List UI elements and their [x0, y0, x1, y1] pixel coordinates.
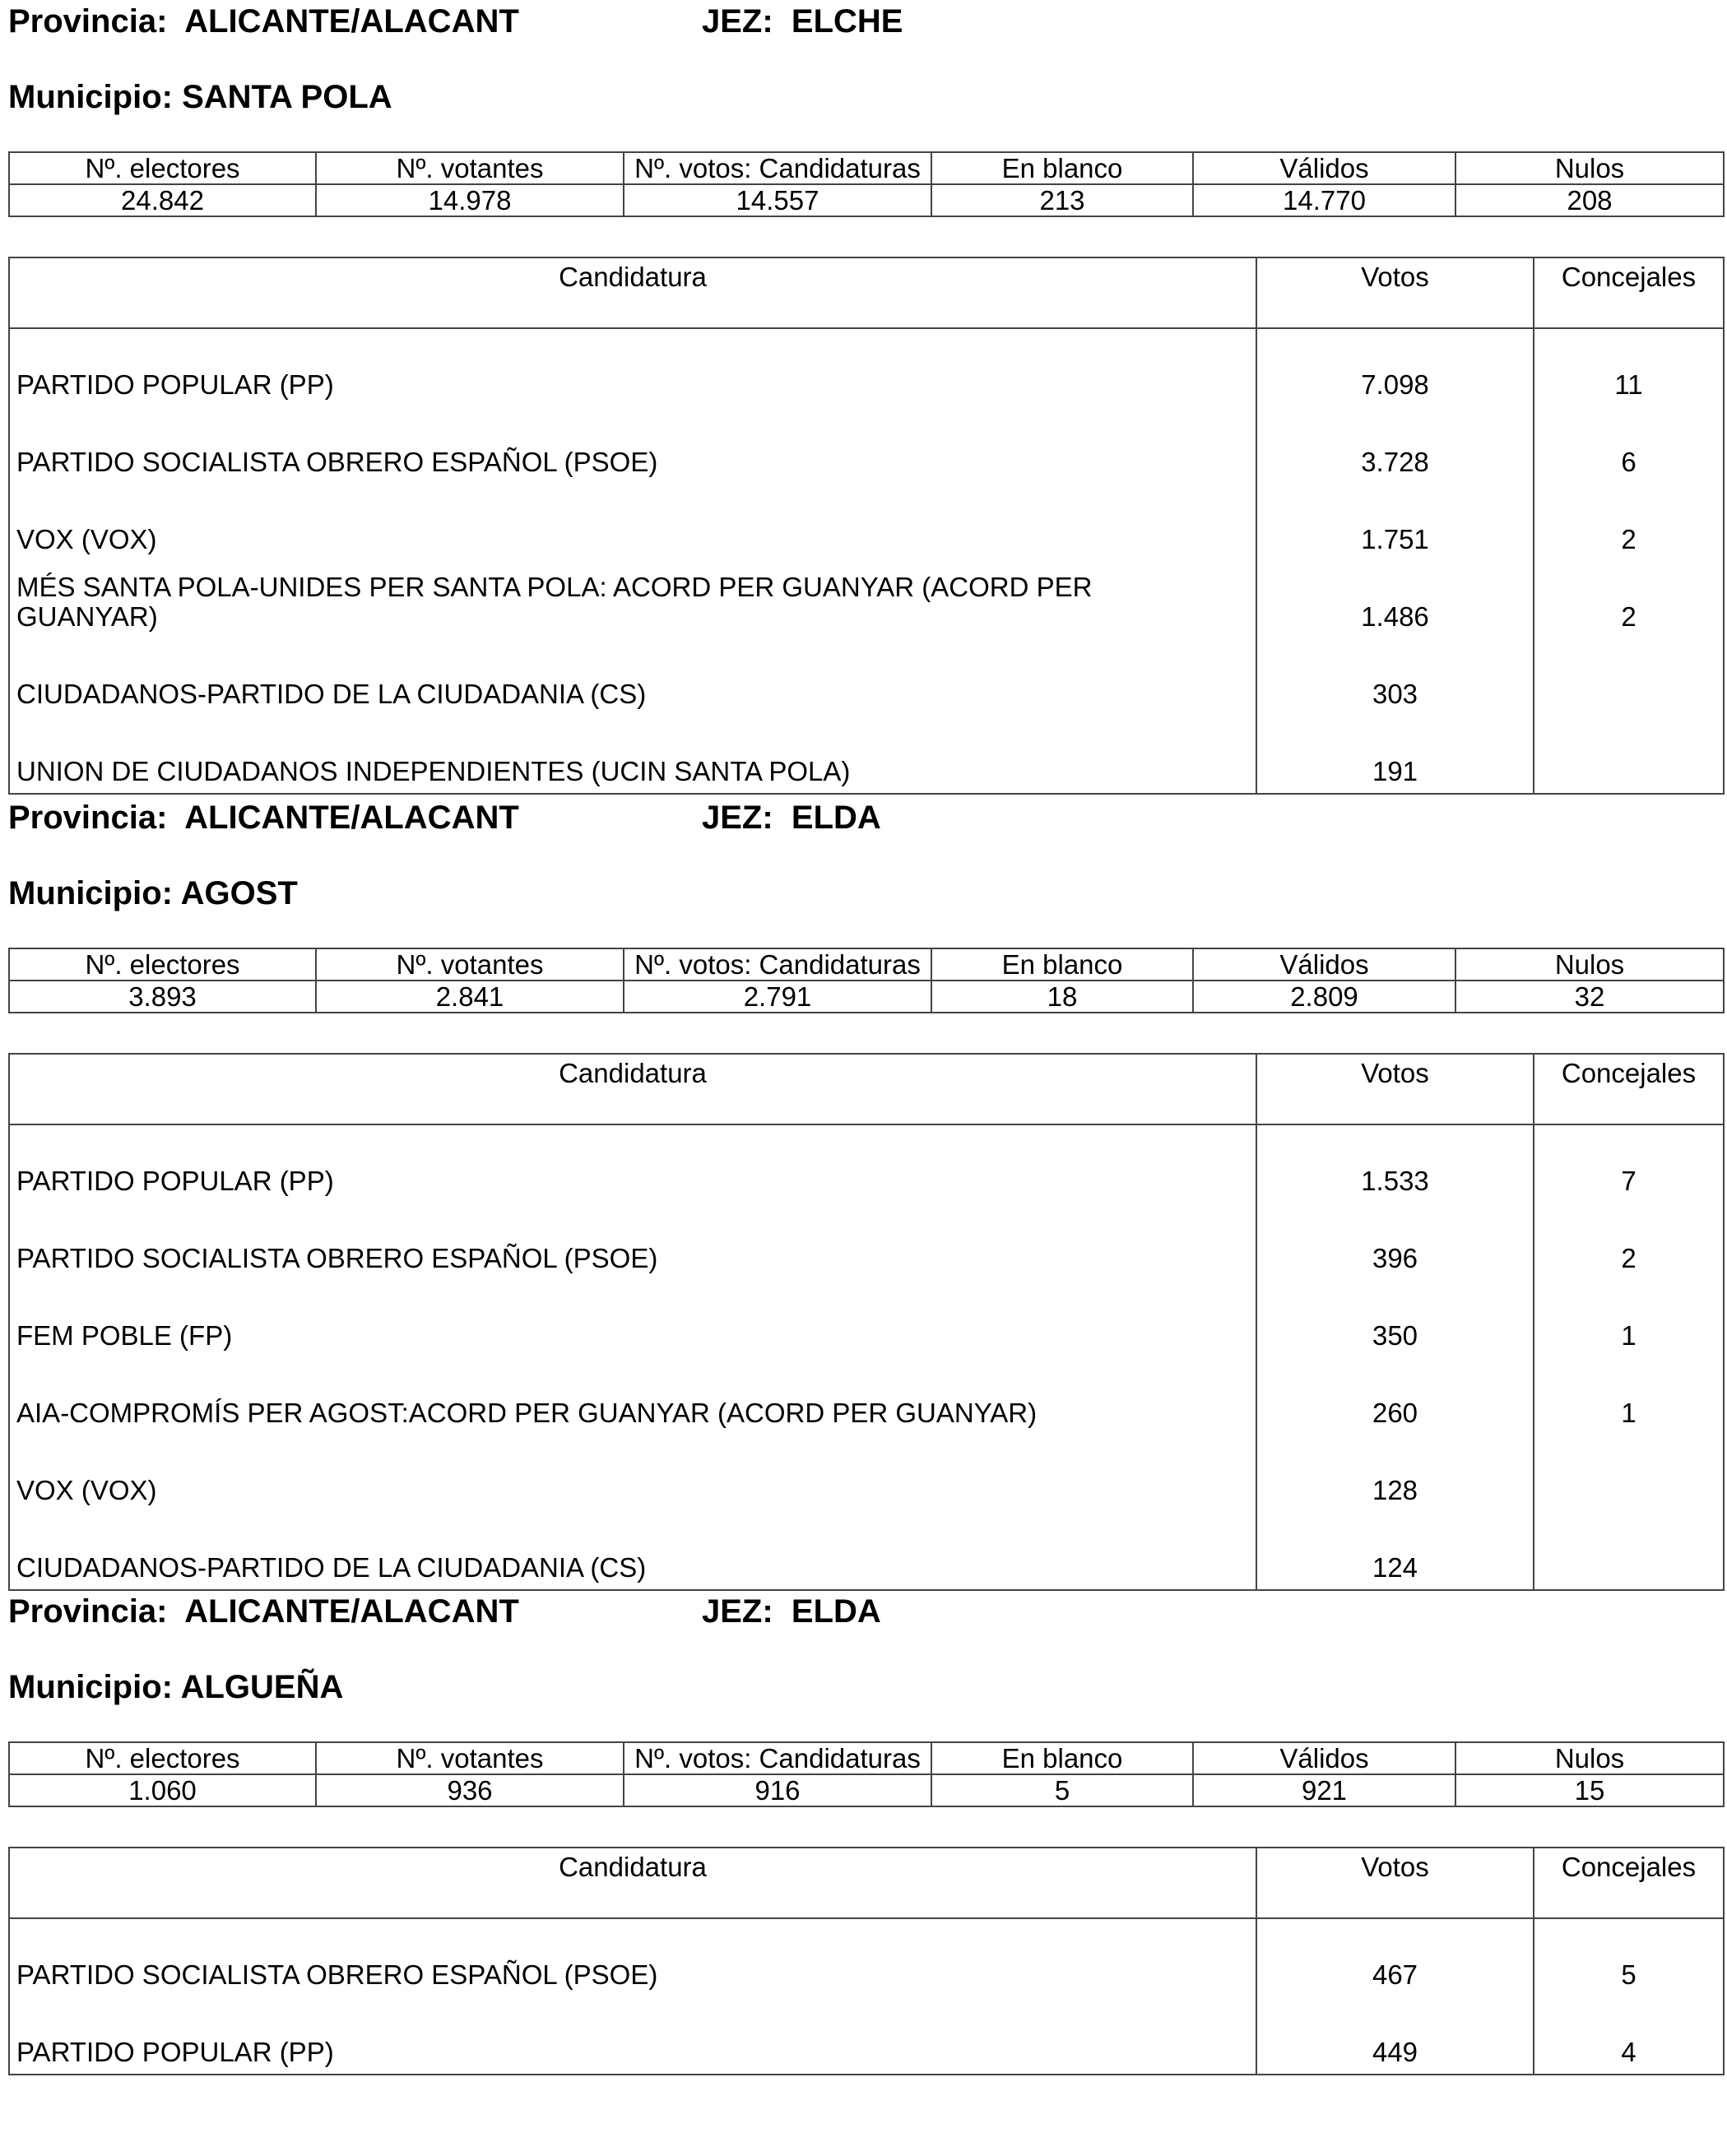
- jez-field: [702, 0, 903, 43]
- concejales-column-header: Concejales: [1534, 257, 1724, 328]
- municipio-header: [8, 1666, 1723, 1709]
- stats-value-cell: 2.791: [624, 981, 931, 1013]
- stats-value-cell: 32: [1455, 981, 1724, 1013]
- concejales-value: 1: [1534, 1280, 1724, 1357]
- jez-label: JEZ:: [702, 3, 773, 39]
- table-row: [9, 1280, 1724, 1357]
- concejales-value: 1: [1534, 1357, 1724, 1435]
- stats-header-cell: Nº. electores: [9, 1742, 316, 1774]
- votos-value: 1.751: [1256, 484, 1534, 561]
- stats-header-cell: Nulos: [1455, 948, 1724, 981]
- votos-column-header: Votos: [1256, 1054, 1534, 1124]
- stats-header-cell: Nº. votantes: [316, 1742, 624, 1774]
- votos-value: 191: [1256, 716, 1534, 794]
- candidatura-name: FEM POBLE (FP): [9, 1280, 1256, 1357]
- votos-value: 396: [1256, 1203, 1534, 1280]
- table-row: [9, 1357, 1724, 1435]
- jez-field: [702, 796, 881, 839]
- candidatura-name: VOX (VOX): [9, 484, 1256, 561]
- concejales-value: 7: [1534, 1124, 1724, 1203]
- concejales-column-header: Concejales: [1534, 1054, 1724, 1124]
- jez-label: JEZ:: [702, 1593, 773, 1630]
- votos-value: 260: [1256, 1357, 1534, 1435]
- municipio-header: [8, 76, 1723, 118]
- table-row: [9, 484, 1724, 561]
- table-row: [9, 406, 1724, 484]
- stats-table: [8, 1741, 1725, 1807]
- stats-value-cell: 1.060: [9, 1774, 316, 1806]
- table-row: [9, 1124, 1724, 1203]
- votos-value: 128: [1256, 1435, 1534, 1512]
- jez-value: ELDA: [791, 800, 881, 836]
- jez-value: ELCHE: [791, 3, 903, 39]
- table-row: [9, 716, 1724, 794]
- stats-value-cell: 921: [1193, 1774, 1455, 1806]
- candidaturas-table: [8, 257, 1725, 795]
- candidaturas-header-row: [9, 257, 1724, 328]
- provincia-label: Provincia:: [8, 800, 168, 836]
- provincia-value: ALICANTE/ALACANT: [184, 1593, 519, 1630]
- provincia-value: ALICANTE/ALACANT: [184, 800, 519, 836]
- stats-value-row: [9, 981, 1724, 1013]
- municipio-label: Municipio:: [8, 1669, 173, 1705]
- stats-value-cell: 24.842: [9, 184, 316, 216]
- stats-table: [8, 151, 1725, 217]
- table-row: [9, 1918, 1724, 1996]
- provincia-value: ALICANTE/ALACANT: [184, 3, 519, 39]
- candidaturas-table: [8, 1053, 1725, 1591]
- candidatura-name: UNION DE CIUDADANOS INDEPENDIENTES (UCIN SANTA POLA): [9, 716, 1256, 794]
- stats-header-cell: Nº. electores: [9, 948, 316, 981]
- stats-header-cell: Nº. votantes: [316, 152, 624, 184]
- concejales-value: [1534, 1435, 1724, 1512]
- stats-value-row: [9, 1774, 1724, 1806]
- concejales-column-header: Concejales: [1534, 1848, 1724, 1918]
- stats-header-cell: En blanco: [931, 1742, 1193, 1774]
- stats-header-row: [9, 152, 1724, 184]
- candidatura-name: CIUDADANOS-PARTIDO DE LA CIUDADANIA (CS): [9, 638, 1256, 716]
- municipio-value: AGOST: [180, 875, 298, 911]
- candidatura-name: PARTIDO POPULAR (PP): [9, 328, 1256, 406]
- stats-header-cell: Nº. electores: [9, 152, 316, 184]
- table-row: [9, 1435, 1724, 1512]
- provincia-field: [8, 796, 519, 839]
- stats-header-cell: Válidos: [1193, 1742, 1455, 1774]
- jez-field: [702, 1590, 881, 1633]
- votos-value: 7.098: [1256, 328, 1534, 406]
- stats-value-cell: 213: [931, 184, 1193, 216]
- stats-value-cell: 14.978: [316, 184, 624, 216]
- provincia-field: [8, 0, 519, 43]
- province-header: [8, 1590, 1723, 1633]
- table-row: [9, 561, 1724, 638]
- stats-value-cell: 2.841: [316, 981, 624, 1013]
- votos-value: 467: [1256, 1918, 1534, 1996]
- concejales-value: [1534, 1512, 1724, 1590]
- stats-header-cell: Nº. votantes: [316, 948, 624, 981]
- stats-header-cell: Nº. votos: Candidaturas: [624, 152, 931, 184]
- concejales-value: [1534, 716, 1724, 794]
- concejales-value: 11: [1534, 328, 1724, 406]
- candidatura-name: PARTIDO SOCIALISTA OBRERO ESPAÑOL (PSOE): [9, 1918, 1256, 1996]
- jez-label: JEZ:: [702, 800, 773, 836]
- stats-value-row: [9, 184, 1724, 216]
- stats-value-cell: 3.893: [9, 981, 316, 1013]
- jez-value: ELDA: [791, 1593, 881, 1630]
- section-alguena: [8, 1590, 1723, 2075]
- votos-column-header: Votos: [1256, 257, 1534, 328]
- candidatura-name: MÉS SANTA POLA-UNIDES PER SANTA POLA: ACORD PER GUANYAR (ACORD PER GUANYAR): [9, 561, 1256, 638]
- municipio-value: SANTA POLA: [182, 79, 392, 115]
- candidaturas-header-row: [9, 1848, 1724, 1918]
- concejales-value: 6: [1534, 406, 1724, 484]
- votos-column-header: Votos: [1256, 1848, 1534, 1918]
- table-row: [9, 1512, 1724, 1590]
- stats-value-cell: 18: [931, 981, 1193, 1013]
- municipio-label: Municipio:: [8, 79, 173, 115]
- municipio-label: Municipio:: [8, 875, 173, 911]
- provincia-label: Provincia:: [8, 1593, 168, 1630]
- concejales-value: 2: [1534, 1203, 1724, 1280]
- stats-value-cell: 14.770: [1193, 184, 1455, 216]
- concejales-value: 4: [1534, 1996, 1724, 2075]
- province-header: [8, 796, 1723, 839]
- candidatura-name: CIUDADANOS-PARTIDO DE LA CIUDADANIA (CS): [9, 1512, 1256, 1590]
- stats-header-cell: En blanco: [931, 152, 1193, 184]
- candidatura-column-header: Candidatura: [9, 1054, 1256, 1124]
- votos-value: 1.533: [1256, 1124, 1534, 1203]
- table-row: [9, 1203, 1724, 1280]
- stats-value-cell: 14.557: [624, 184, 931, 216]
- provincia-label: Provincia:: [8, 3, 168, 39]
- stats-header-cell: En blanco: [931, 948, 1193, 981]
- section-agost: [8, 796, 1723, 1591]
- stats-value-cell: 15: [1455, 1774, 1724, 1806]
- stats-header-cell: Nº. votos: Candidaturas: [624, 1742, 931, 1774]
- votos-value: 303: [1256, 638, 1534, 716]
- votos-value: 350: [1256, 1280, 1534, 1357]
- candidaturas-table: [8, 1847, 1725, 2075]
- stats-value-cell: 5: [931, 1774, 1193, 1806]
- candidaturas-header-row: [9, 1054, 1724, 1124]
- stats-value-cell: 2.809: [1193, 981, 1455, 1013]
- provincia-field: [8, 1590, 519, 1633]
- concejales-value: 2: [1534, 484, 1724, 561]
- table-row: [9, 1996, 1724, 2075]
- candidatura-column-header: Candidatura: [9, 257, 1256, 328]
- stats-header-cell: Nº. votos: Candidaturas: [624, 948, 931, 981]
- stats-header-cell: Válidos: [1193, 152, 1455, 184]
- municipio-header: [8, 872, 1723, 915]
- votos-value: 124: [1256, 1512, 1534, 1590]
- candidatura-name: PARTIDO POPULAR (PP): [9, 1996, 1256, 2075]
- candidatura-name: VOX (VOX): [9, 1435, 1256, 1512]
- stats-value-cell: 916: [624, 1774, 931, 1806]
- municipio-value: ALGUEÑA: [180, 1669, 344, 1705]
- stats-header-cell: Válidos: [1193, 948, 1455, 981]
- votos-value: 449: [1256, 1996, 1534, 2075]
- concejales-value: 5: [1534, 1918, 1724, 1996]
- province-header: [8, 0, 1723, 43]
- candidatura-column-header: Candidatura: [9, 1848, 1256, 1918]
- concejales-value: [1534, 638, 1724, 716]
- stats-value-cell: 208: [1455, 184, 1724, 216]
- table-row: [9, 328, 1724, 406]
- stats-header-row: [9, 948, 1724, 981]
- concejales-value: 2: [1534, 561, 1724, 638]
- section-santa-pola: [8, 0, 1723, 795]
- stats-header-cell: Nulos: [1455, 152, 1724, 184]
- candidatura-name: PARTIDO SOCIALISTA OBRERO ESPAÑOL (PSOE): [9, 1203, 1256, 1280]
- votos-value: 3.728: [1256, 406, 1534, 484]
- stats-header-row: [9, 1742, 1724, 1774]
- votos-value: 1.486: [1256, 561, 1534, 638]
- candidatura-name: PARTIDO SOCIALISTA OBRERO ESPAÑOL (PSOE): [9, 406, 1256, 484]
- stats-header-cell: Nulos: [1455, 1742, 1724, 1774]
- stats-value-cell: 936: [316, 1774, 624, 1806]
- table-row: [9, 638, 1724, 716]
- candidatura-name: AIA-COMPROMÍS PER AGOST:ACORD PER GUANYAR (ACORD PER GUANYAR): [9, 1357, 1256, 1435]
- candidatura-name: PARTIDO POPULAR (PP): [9, 1124, 1256, 1203]
- stats-table: [8, 948, 1725, 1013]
